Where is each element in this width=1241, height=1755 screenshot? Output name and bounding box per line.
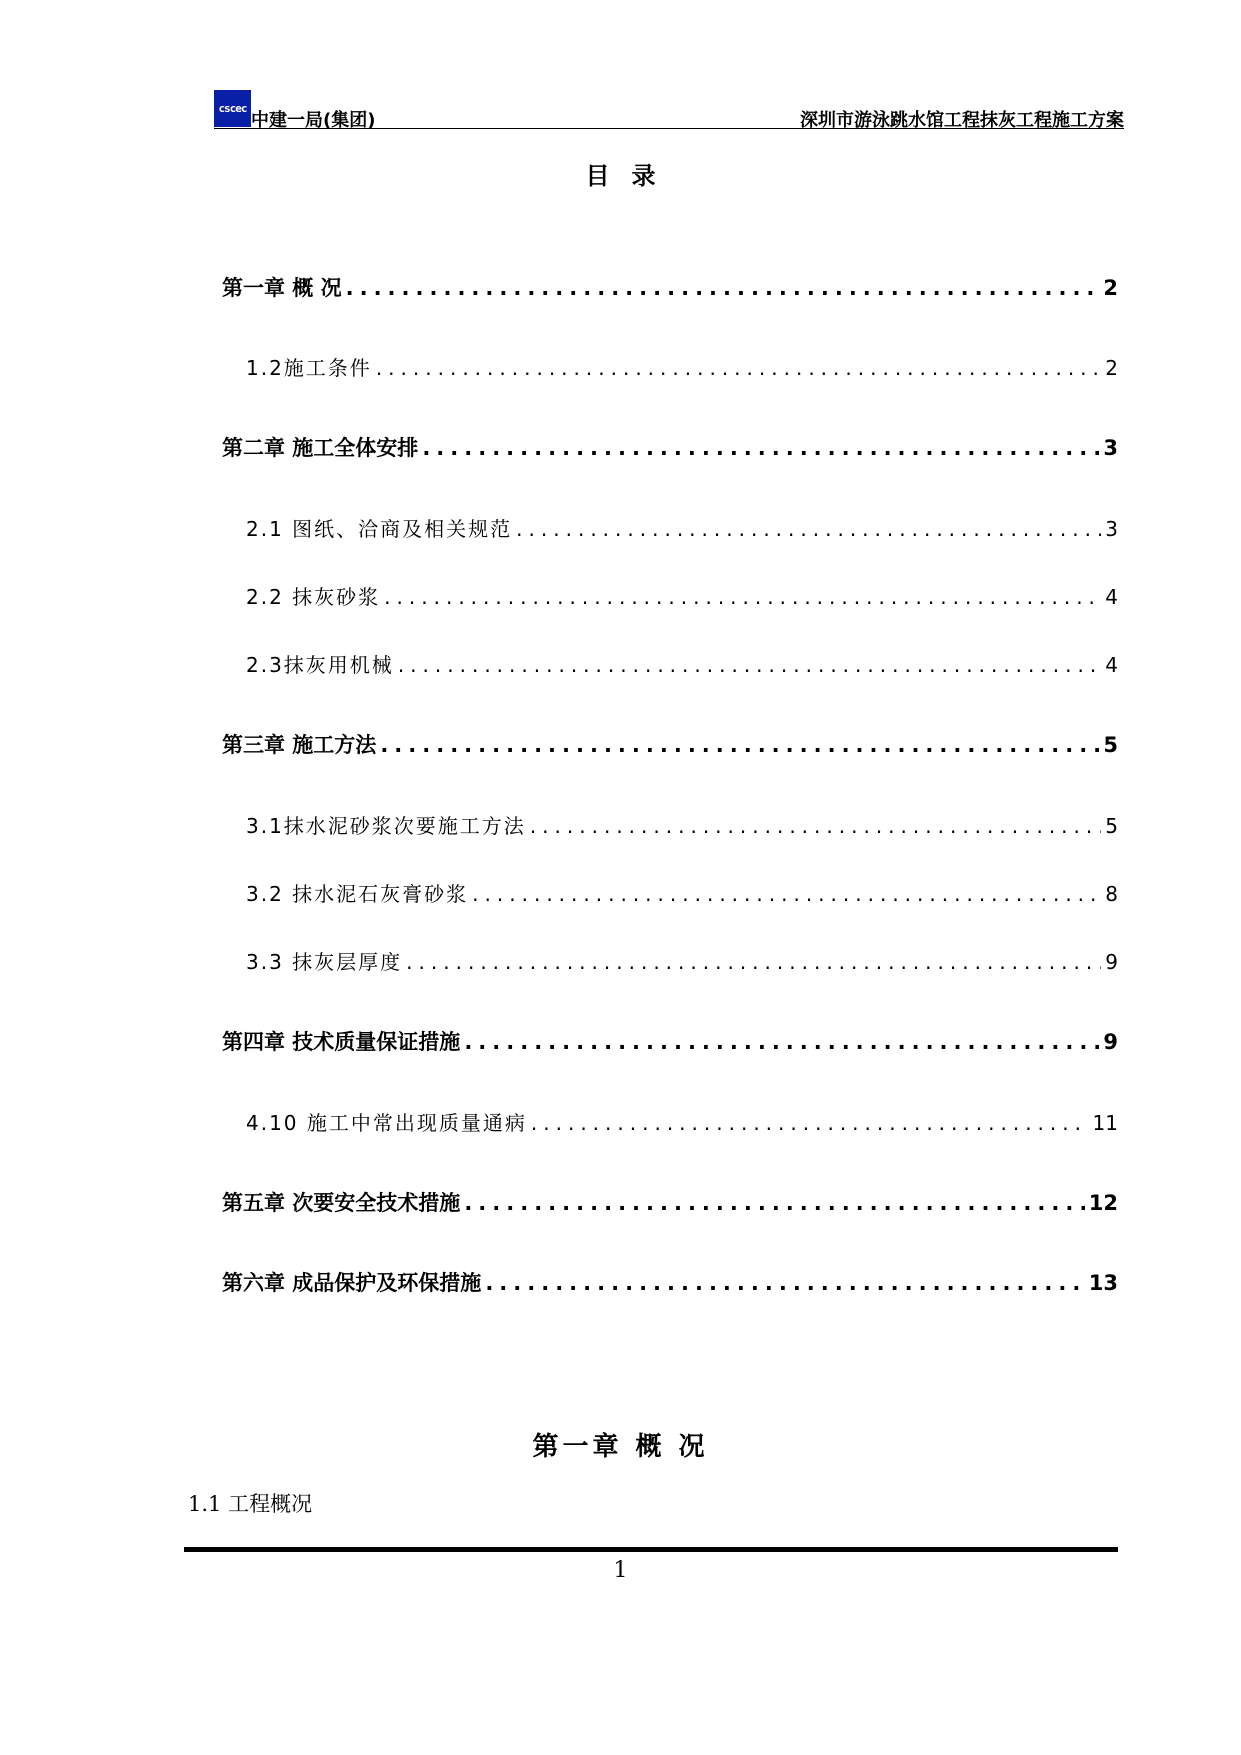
toc-section-entry[interactable] — [246, 513, 1118, 542]
toc-entry-page: 5 — [1103, 733, 1118, 757]
toc-dot-leader — [464, 1191, 1084, 1215]
toc-entry-page: 12 — [1088, 1191, 1118, 1215]
toc-entry-label: 2.3抹灰用机械 — [246, 653, 394, 677]
toc-entry-label: 第三章 施工方法 — [222, 733, 377, 757]
toc-entry-page: 4 — [1105, 585, 1118, 609]
toc-section-entry[interactable] — [246, 878, 1118, 907]
toc-dot-leader — [531, 1111, 1089, 1135]
toc-dot-leader — [530, 814, 1101, 838]
toc-entry-page: 4 — [1105, 653, 1118, 677]
toc-section-entry[interactable] — [246, 946, 1118, 975]
toc-dot-leader — [472, 882, 1101, 906]
toc-entry-label: 1.2施工条件 — [246, 356, 372, 380]
toc-entry-label: 第一章 概 况 — [222, 276, 342, 300]
toc-dot-leader — [485, 1271, 1084, 1295]
toc-entry-label: 4.10 施工中常出现质量通病 — [246, 1111, 527, 1135]
toc-entry-page: 5 — [1105, 814, 1118, 838]
toc-dot-leader — [380, 733, 1099, 757]
toc-section-entry[interactable] — [246, 352, 1118, 381]
toc-section-entry[interactable] — [246, 1107, 1118, 1136]
toc-entry-label: 第五章 次要安全技术措施 — [222, 1191, 461, 1215]
document-title: 深圳市游泳跳水馆工程抹灰工程施工方案 — [800, 110, 1124, 131]
toc-entry-label: 第六章 成品保护及环保措施 — [222, 1271, 482, 1295]
page-header — [214, 86, 1124, 129]
toc-section-entry[interactable] — [246, 581, 1118, 610]
toc-entry-page: 13 — [1088, 1271, 1118, 1295]
toc-chapter-entry[interactable] — [222, 1267, 1118, 1297]
toc-title: 目录 — [585, 162, 678, 190]
toc-dot-leader — [398, 653, 1101, 677]
toc-dot-leader — [384, 585, 1101, 609]
toc-entry-page: 8 — [1105, 882, 1118, 906]
toc-dot-leader — [376, 356, 1101, 380]
page-number: 1 — [613, 1558, 628, 1583]
toc-entry-label: 3.3 抹灰层厚度 — [246, 950, 403, 974]
toc-entry-page: 9 — [1103, 1030, 1118, 1054]
toc-section-entry[interactable] — [246, 649, 1118, 678]
toc-dot-leader — [516, 517, 1101, 541]
toc-dot-leader — [346, 276, 1100, 300]
toc-chapter-entry[interactable] — [222, 729, 1118, 759]
footer-rule — [184, 1547, 1118, 1552]
toc-entry-label: 第四章 技术质量保证措施 — [222, 1030, 461, 1054]
toc-dot-leader — [464, 1030, 1099, 1054]
toc-entry-page: 2 — [1103, 276, 1118, 300]
company-name: 中建一局(集团) — [251, 110, 376, 131]
toc-dot-leader — [406, 950, 1101, 974]
toc-chapter-entry[interactable] — [222, 272, 1118, 302]
toc-entry-page: 3 — [1103, 436, 1118, 460]
section-heading: 1.1 工程概况 — [188, 1492, 313, 1516]
toc-entry-label: 2.2 抹灰砂浆 — [246, 585, 381, 609]
toc-entry-page: 9 — [1105, 950, 1118, 974]
toc-entry-label: 3.2 抹水泥石灰膏砂浆 — [246, 882, 469, 906]
toc-chapter-entry[interactable] — [222, 1187, 1118, 1217]
toc-chapter-entry[interactable] — [222, 1026, 1118, 1056]
toc-entry-page: 3 — [1105, 517, 1118, 541]
chapter-heading: 第一章 概 况 — [532, 1432, 709, 1462]
toc-dot-leader — [422, 436, 1099, 460]
toc-entry-label: 3.1抹水泥砂浆次要施工方法 — [246, 814, 526, 838]
toc-entry-label: 2.1 图纸、洽商及相关规范 — [246, 517, 513, 541]
toc-entry-label: 第二章 施工全体安排 — [222, 436, 419, 460]
toc-entry-page: 2 — [1105, 356, 1118, 380]
toc-chapter-entry[interactable] — [222, 432, 1118, 462]
toc-section-entry[interactable] — [246, 810, 1118, 839]
toc-entry-page: 11 — [1092, 1111, 1118, 1135]
company-logo: cscec — [214, 90, 251, 127]
